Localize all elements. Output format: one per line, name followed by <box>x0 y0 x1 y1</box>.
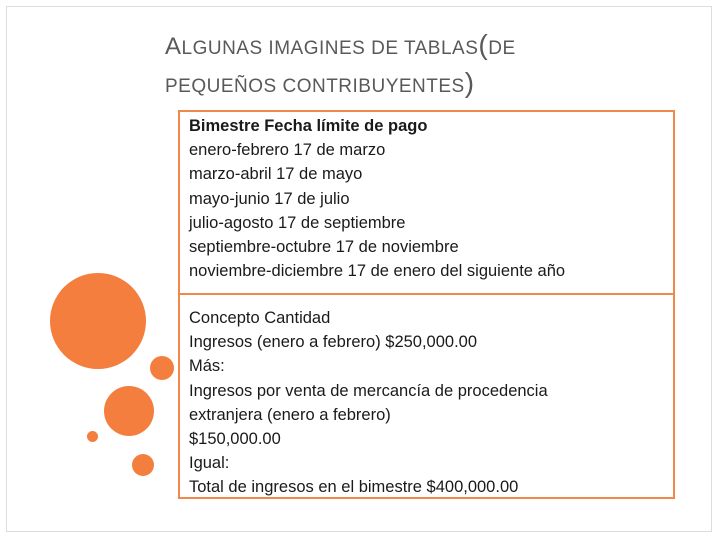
title-line-2 <box>165 66 685 104</box>
title-line-2-text: PEQUEÑOS CONTRIBUYENTES <box>165 76 465 97</box>
income-line: Igual: <box>189 454 230 473</box>
decorative-circle-small-1 <box>150 356 174 380</box>
title-line-1-tail: DE <box>488 38 516 59</box>
income-table <box>178 293 675 499</box>
deadline-row: enero-febrero 17 de marzo <box>189 141 386 160</box>
income-line: Más: <box>189 357 225 376</box>
income-line: Ingresos por venta de mercancía de procedencia <box>189 381 548 400</box>
deadline-row: noviembre-diciembre 17 de enero del siguiente año <box>189 262 566 281</box>
title-open-paren: ( <box>478 29 489 60</box>
title-line-1 <box>165 28 685 66</box>
decorative-circle-medium <box>104 386 154 436</box>
deadline-table <box>178 110 675 295</box>
deadline-row: mayo-junio 17 de julio <box>189 189 350 208</box>
deadline-row: septiembre-octubre 17 de noviembre <box>189 238 459 257</box>
title-close-paren: ) <box>464 67 475 98</box>
title-line-1-text: LGUNAS IMAGINES DE TABLAS <box>181 38 479 59</box>
deadline-row: marzo-abril 17 de mayo <box>189 165 363 184</box>
slide-title <box>165 28 685 104</box>
deadline-table-header: Bimestre Fecha límite de pago <box>189 117 428 135</box>
deadline-row: julio-agosto 17 de septiembre <box>189 213 406 232</box>
decorative-circle-small-2 <box>132 454 154 476</box>
deadline-table-lines <box>189 114 565 283</box>
income-table-lines <box>189 306 548 500</box>
decorative-circle-large <box>50 273 146 369</box>
income-line: Ingresos (enero a febrero) $250,000.00 <box>189 333 478 352</box>
decorative-circle-dot <box>87 431 98 442</box>
income-table-header: Concepto Cantidad <box>189 309 331 327</box>
title-cap-letter: A <box>165 33 182 60</box>
income-line: $150,000.00 <box>189 430 281 449</box>
income-line: extranjera (enero a febrero) <box>189 405 391 424</box>
income-total: Total de ingresos en el bimestre $400,000.00 <box>189 478 519 497</box>
